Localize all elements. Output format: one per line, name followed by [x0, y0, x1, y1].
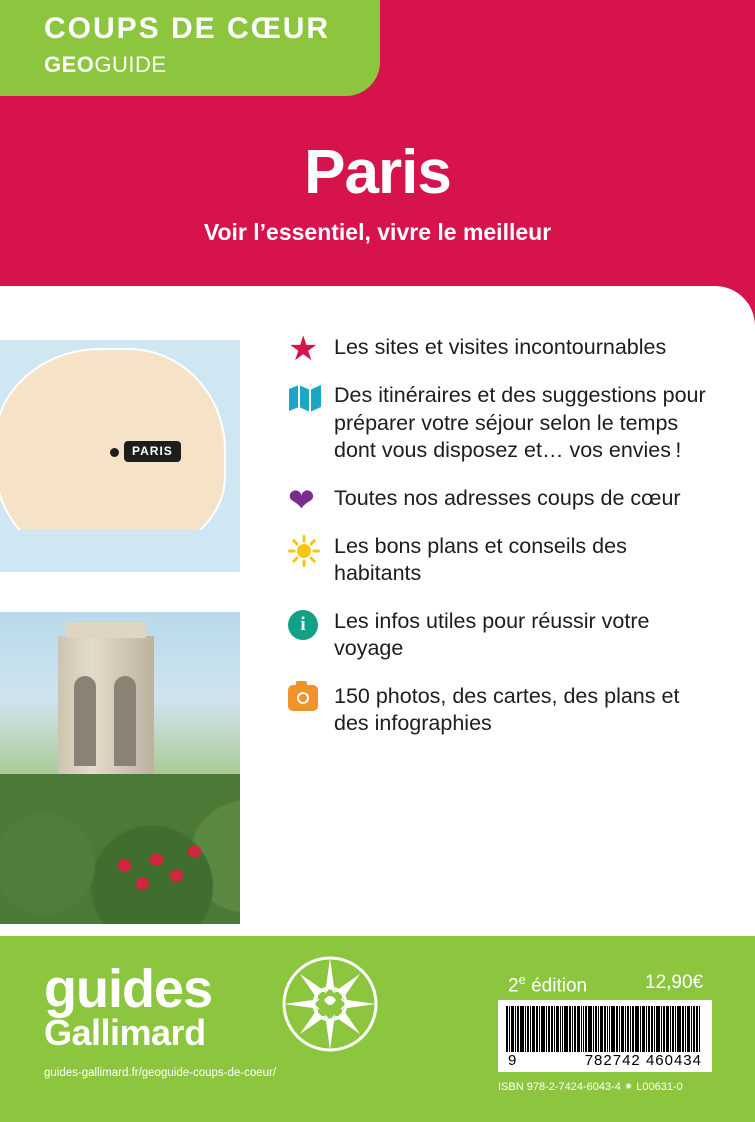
feature-text: Les infos utiles pour réussir votre voyage: [334, 608, 650, 661]
edition-word: édition: [531, 975, 588, 997]
feature-item: [288, 533, 718, 588]
barcode-bars: [506, 1006, 704, 1052]
map-icon: [288, 382, 334, 412]
tower-window: [114, 676, 136, 766]
collection-badge: [0, 0, 380, 96]
feature-text: Les bons plans et conseils des habitants: [334, 533, 627, 586]
foliage: [0, 774, 240, 924]
compass-rose-icon: [280, 954, 380, 1054]
publisher-logo: [44, 959, 277, 1080]
map-city-label: PARIS: [124, 441, 181, 462]
barcode-digit-main: 782742 460434: [584, 1052, 702, 1069]
barcode-digit-prefix: 9: [508, 1052, 518, 1069]
feature-item: [288, 481, 718, 518]
flower: [118, 859, 131, 872]
sun-icon: [288, 533, 334, 567]
feature-item: [288, 330, 718, 368]
barcode-digits: [506, 1052, 704, 1069]
france-map-image: [0, 340, 240, 572]
page-title: Paris: [304, 138, 451, 207]
collection-title: COUPS DE CŒUR: [44, 12, 331, 45]
feature-item: [288, 382, 718, 465]
publisher-name-line2: Gallimard: [44, 1012, 206, 1054]
notre-dame-photo: [0, 612, 240, 924]
edition-superscript: e: [518, 972, 526, 987]
brand-guide: GUIDE: [94, 52, 167, 77]
tower-window: [74, 676, 96, 766]
feature-text: 150 photos, des cartes, des plans et des infographies: [334, 683, 680, 736]
photo-icon: [288, 683, 334, 711]
star-icon: ★: [288, 330, 319, 368]
feature-text: Des itinéraires et des suggestions pour préparer votre séjour selon le temps dont vous disposez et… vos envies !: [334, 383, 706, 463]
tagline: Voir l’essentiel, vivre le meilleur: [203, 219, 552, 246]
map-sea: [0, 530, 240, 572]
flower: [170, 869, 183, 882]
map-city-dot: [110, 448, 119, 457]
publisher-url[interactable]: guides-gallimard.fr/geoguide-coups-de-coeur/: [44, 1067, 277, 1080]
isbn-label: ISBN 978-2-7424-6043-4 ⁕ L00631-0: [498, 1081, 683, 1093]
edition-label: [508, 972, 587, 997]
brand-geo: GEO: [44, 52, 95, 77]
brand-logo: [44, 52, 380, 78]
feature-list: [288, 330, 718, 758]
flower: [150, 853, 163, 866]
title-block: [0, 140, 755, 246]
feature-item: [288, 608, 718, 663]
info-icon: i: [288, 608, 334, 640]
publisher-name-line1: guides: [44, 959, 213, 1019]
edition-number: 2: [508, 975, 519, 997]
flower: [188, 845, 201, 858]
flower: [136, 877, 149, 890]
feature-text: Les sites et visites incontournables: [334, 335, 667, 359]
feature-item: [288, 683, 718, 738]
price-label: 12,90€: [645, 972, 704, 993]
barcode: [498, 1000, 712, 1072]
heart-icon: ❤: [288, 481, 315, 518]
feature-text: Toutes nos adresses coups de cœur: [334, 485, 681, 510]
